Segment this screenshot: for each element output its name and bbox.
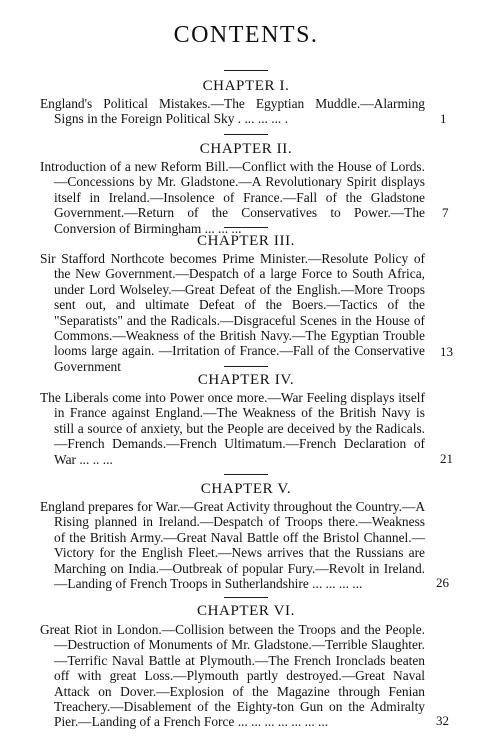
chapter-summary: England prepares for War.—Great Activity throughout the Country.—A Rising planned in Ireland.—Despatch of Troops there.—Weakness of the British Army.—Great Naval Battle off the Bristol Channel.—Victory for the English Fleet.—News arrives that the Russians are Marching on India.—Outbreak of popular Fury.—Revolt in Ireland.—Landing of French Troops in Sutherlandshire ... ... ... ...: [40, 499, 425, 592]
page-number: 7: [442, 205, 449, 220]
page-number: 1: [440, 111, 447, 126]
page-number: 13: [440, 344, 453, 359]
chapter-summary: Sir Stafford Northcote becomes Prime Minister.—Resolute Policy of the New Government.—Despatch of a large Force to South Africa, under Lord Wolseley.—Great Defeat of the English.—More Troops sent out, and ultimate Defeat of the Boers.—Tactics of the "Separatists" and the Radicals.—Disgraceful Scenes in the House of Commons.—Weakness of the British Navy.—The Egyptian Trouble looms large again. —Irritation of France.—Fall of the Conservative Government: [40, 251, 425, 374]
chapter-summary: Great Riot in London.—Collision between the Troops and the People.—Destruction of Monuments of Mr. Gladstone.—Terrible Slaughter.—Terrific Naval Battle at Plymouth.—The French Ironclads beaten off with great Loss.—Plymouth partly destroyed.—Great Naval Attack on Dover.—Explosion of the Magazine through Fenian Treachery.—Disablement of the Eighty-ton Gun on the Admiralty Pier.—Landing of a French Force ... ... ... ... ... ... ...: [40, 622, 425, 730]
page-number: 21: [440, 451, 453, 466]
chapter-heading: CHAPTER III.: [196, 233, 296, 249]
chapter-divider: [224, 134, 268, 135]
chapter-divider: [224, 474, 268, 475]
chapter-divider: [224, 227, 268, 228]
chapter-heading: CHAPTER V.: [200, 481, 292, 497]
page-title: CONTENTS.: [173, 22, 319, 48]
chapter-divider: [224, 597, 268, 598]
page-number: 26: [436, 575, 449, 590]
chapter-heading: CHAPTER I.: [202, 78, 290, 94]
chapter-heading: CHAPTER II.: [199, 141, 293, 157]
chapter-summary: Introduction of a new Reform Bill.—Conflict with the House of Lords.—Concessions by Mr. Gladstone.—A Revolutionary Spirit displays itself in Ireland.—Insolence of France.—Fall of the Gladstone Government.—Return of the Conservatives to Power.—The Conversion of Birmingham ... ... ...: [40, 159, 425, 236]
page-number: 32: [436, 713, 449, 728]
chapter-summary: England's Political Mistakes.—The Egyptian Muddle.—Alarming Signs in the Foreign Political Sky . ... ... ... .: [40, 96, 425, 127]
chapter-heading: CHAPTER VI.: [197, 603, 295, 619]
chapter-summary: The Liberals come into Power once more.—War Feeling displays itself in France against England.—The Weakness of the British Navy is still a source of anxiety, but the People are deceived by the Radicals.—French Demands.—French Ultimatum.—French Declaration of War ... .. ...: [40, 390, 425, 467]
chapter-heading: CHAPTER IV.: [197, 372, 295, 388]
chapter-divider: [224, 70, 268, 71]
chapter-divider: [224, 366, 268, 367]
